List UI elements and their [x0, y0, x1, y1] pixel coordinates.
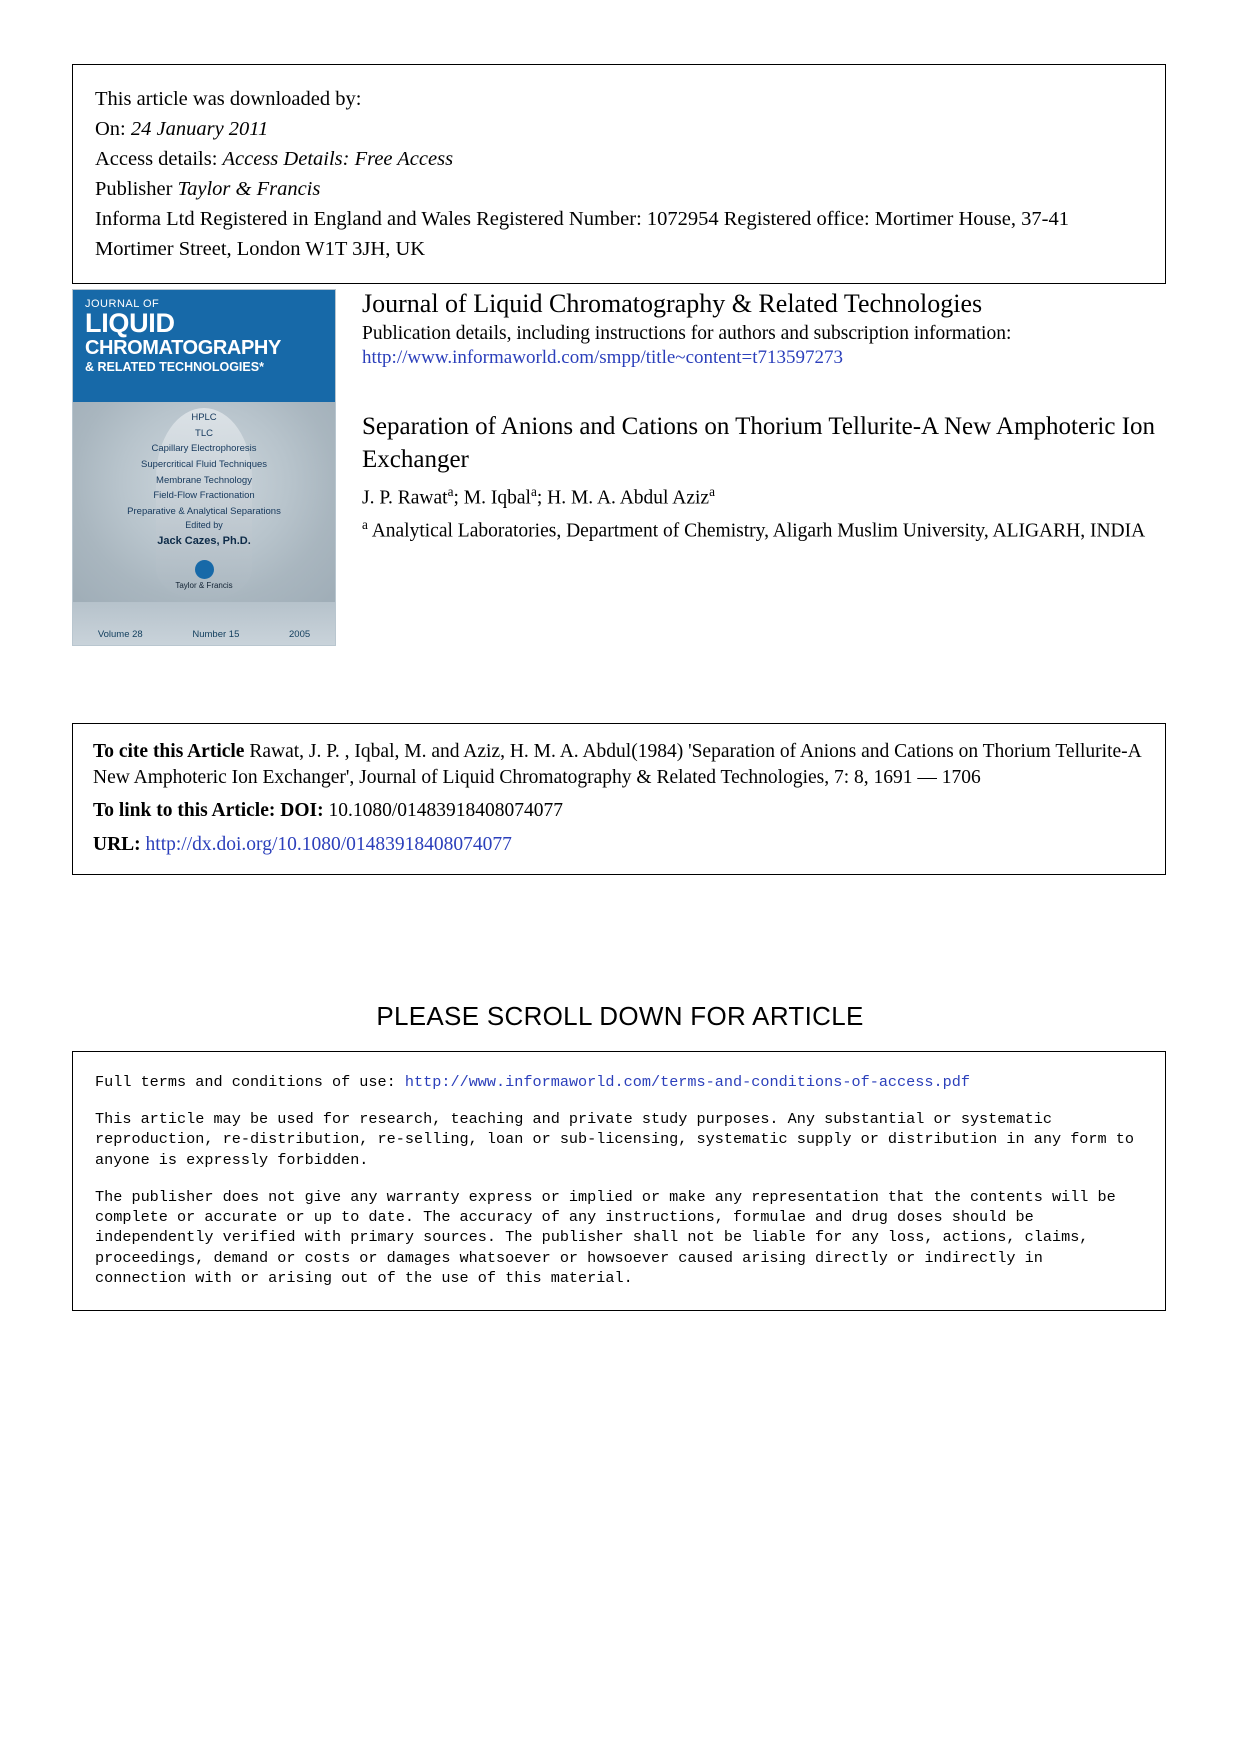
- journal-block: [72, 289, 1166, 649]
- terms-paragraph-1: This article may be used for research, teaching and private study purposes. Any substantial or systematic reproduction, re-distribution, re-selling, loan or sub-licensing, systematic supply or distribution in any form to anyone is expressly forbidden.: [95, 1110, 1134, 1169]
- cover-topic: Capillary Electrophoresis: [151, 443, 257, 455]
- doi-row: [93, 798, 1145, 824]
- cover-topic: Membrane Technology: [156, 474, 252, 486]
- article-affiliation: $^a$ Analytical Laboratories, Department of Chemistry, Aligarh Muslim University, ALIGARH, INDIA: [362, 517, 1146, 542]
- scroll-down-notice: PLEASE SCROLL DOWN FOR ARTICLE: [376, 1001, 864, 1031]
- on-value: 24 January 2011: [130, 117, 269, 140]
- publisher-value: Taylor & Francis: [177, 177, 321, 200]
- url-label: URL:: [93, 834, 141, 856]
- download-date-line: [95, 115, 1143, 145]
- terms-and-conditions-box: [72, 1051, 1166, 1311]
- cover-line-1: JOURNAL OF: [85, 298, 160, 310]
- downloaded-by-line: [95, 85, 1143, 115]
- terms-url-link[interactable]: http://www.informaworld.com/terms-and-conditions-of-access.pdf: [404, 1073, 970, 1091]
- to-cite-text: Rawat, J. P. , Iqbal, M. and Aziz, H. M. A. Abdul(1984) 'Separation of Anions and Cations on Thorium Tellurite-A New Amphoteric Ion Exchanger', Journal of Liquid Chromatography & Related Technologies, 7: 8, 1691 — 1706: [93, 741, 1141, 788]
- publisher-line: [95, 175, 1143, 205]
- journal-publication-details: Publication details, including instructions for authors and subscription information:: [362, 323, 1012, 345]
- full-terms-line: [95, 1072, 1143, 1092]
- article-url-link[interactable]: http://dx.doi.org/10.1080/01483918408074077: [145, 834, 512, 856]
- cover-line-4: & RELATED TECHNOLOGIES*: [85, 359, 264, 374]
- cover-topic: TLC: [195, 427, 213, 439]
- cover-masthead: [73, 290, 335, 402]
- full-terms-label: Full terms and conditions of use:: [95, 1073, 396, 1091]
- cover-line-3: CHROMATOGRAPHY: [85, 336, 281, 359]
- article-authors: J. P. Rawat$^a$; M. Iqbal$^a$; H. M. A. Abdul Aziz$^a$: [362, 484, 715, 509]
- taylor-francis-logo-icon: [166, 560, 242, 590]
- citation-box: [72, 723, 1166, 875]
- on-label: On:: [95, 117, 126, 140]
- to-cite-label: To cite this Article: [93, 741, 245, 762]
- terms-paragraph-2: The publisher does not give any warranty express or implied or make any representation that the contents will be complete or accurate or up to date. The accuracy of any instructions, formulae and drug doses should be independently verified with primary sources. The publisher shall not be liable for any loss, actions, claims, proceedings, demand or costs or damages whatsoever or howsoever caused arising directly or indirectly in connection with or arising out of the use of this material.: [95, 1187, 1116, 1287]
- cover-number: Number 15: [192, 629, 240, 640]
- cover-topic-list: [73, 402, 335, 520]
- cover-volume: Volume 28: [97, 629, 143, 640]
- logo-name: Taylor & Francis: [175, 581, 233, 590]
- journal-url-link[interactable]: http://www.informaworld.com/smpp/title~content=t713597273: [362, 347, 843, 369]
- doi-value: 10.1080/01483918408074077: [328, 800, 564, 822]
- cover-topic: Field-Flow Fractionation: [153, 490, 255, 502]
- journal-title: Journal of Liquid Chromatography & Related Technologies: [362, 289, 983, 318]
- article-title: Separation of Anions and Cations on Thorium Tellurite-A New Amphoteric Ion Exchanger: [362, 413, 1156, 473]
- cover-edited-by-label: Edited by: [185, 520, 223, 530]
- registration-line: Informa Ltd Registered in England and Wales Registered Number: 1072954 Registered office: Mortimer House, 37-41 Mortimer Street, London W1T 3JH, UK: [95, 207, 1069, 260]
- cover-topic: Preparative & Analytical Separations: [127, 506, 281, 518]
- publisher-label: Publisher: [95, 177, 173, 200]
- cover-issue-info: [73, 629, 335, 640]
- journal-cover-image: [72, 289, 336, 646]
- cover-topic: Supercritical Fluid Techniques: [140, 459, 268, 471]
- cover-topic: HPLC: [191, 412, 217, 423]
- journal-info: [362, 289, 1166, 545]
- access-details-label: Access details:: [95, 147, 218, 170]
- access-details-value: Access Details: Free Access: [222, 147, 454, 170]
- cover-footer-band: [73, 581, 335, 645]
- downloaded-by-label: This article was downloaded by:: [95, 88, 362, 110]
- logo-circle-icon: [195, 560, 214, 579]
- url-row: [93, 832, 1145, 858]
- cover-editor-name: Jack Cazes, Ph.D.: [157, 535, 251, 547]
- doi-label: To link to this Article: DOI:: [93, 800, 324, 822]
- access-details-line: [95, 145, 1143, 175]
- cover-line-2: LIQUID: [85, 308, 175, 338]
- to-cite-row: [93, 739, 1145, 790]
- cover-year: 2005: [289, 629, 311, 640]
- download-info-box: [72, 64, 1166, 284]
